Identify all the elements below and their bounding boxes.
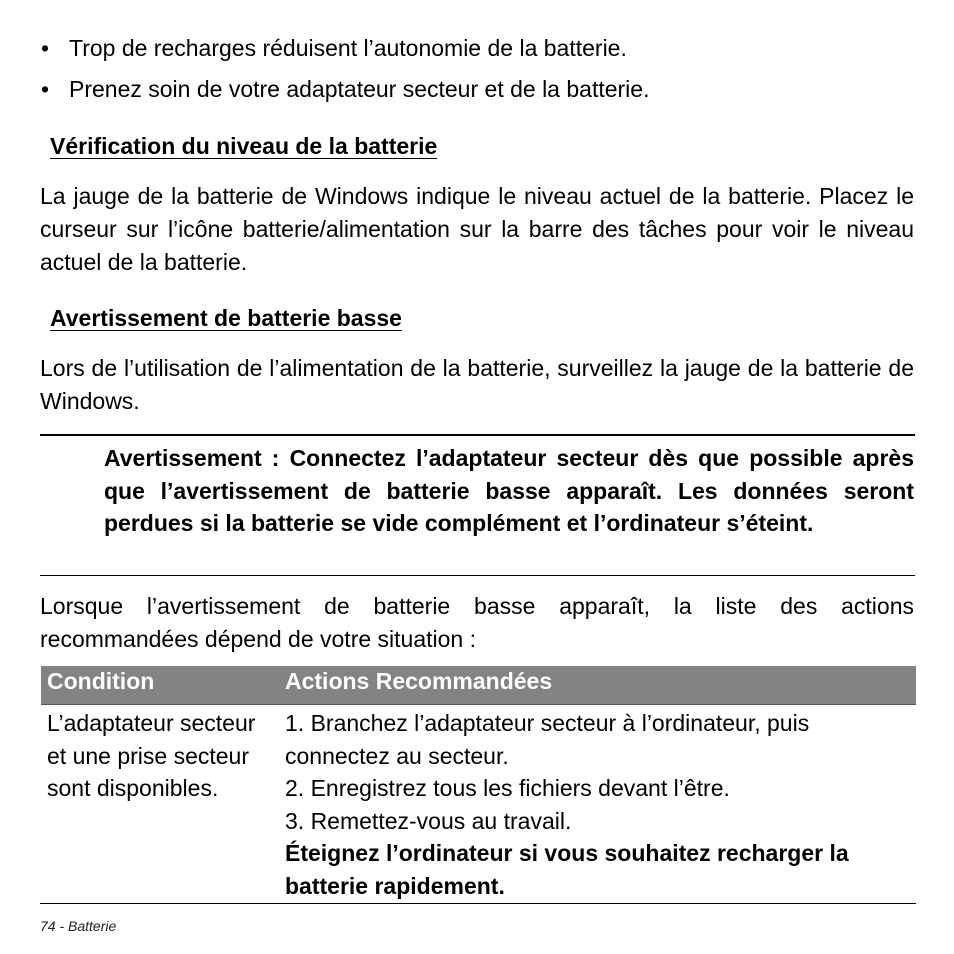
- section-body-battery-level: La jauge de la batterie de Windows indique le niveau actuel de la batterie. Placez le curseur sur l’icône batterie/alimentation sur la barre des tâches pour voir le niveau actuel de la batterie.: [40, 183, 914, 275]
- section-heading-low-battery: Avertissement de batterie basse: [50, 305, 402, 331]
- header-actions: Actions Recommandées: [279, 666, 916, 705]
- section-heading-battery-level: Vérification du niveau de la batterie: [50, 133, 438, 159]
- bullet-symbol: •: [41, 76, 50, 102]
- list-item: [40, 73, 916, 105]
- table-intro: Lorsque l’avertissement de batterie basse apparaît, la liste des actions recommandées dépend de votre situation :: [40, 593, 914, 652]
- table-bottom-rule: [40, 903, 916, 904]
- header-condition: Condition: [41, 666, 279, 705]
- bullet-text: Prenez soin de votre adaptateur secteur et de la batterie.: [69, 76, 650, 102]
- action-note: Éteignez l’ordinateur si vous souhaitez recharger la batterie rapidement.: [285, 840, 849, 899]
- warning-bottom-rule: [40, 575, 915, 576]
- table-header-row: [41, 666, 916, 705]
- actions-table: [41, 666, 916, 906]
- warning-note: Avertissement : Connectez l’adaptateur secteur dès que possible après que l’avertissement de batterie basse apparaît. Les données seront perdues si la batterie se vide complément et l’ordinateur s’éteint.: [104, 445, 914, 536]
- action-step: 1. Branchez l’adaptateur secteur à l’ordinateur, puis connectez au secteur.: [285, 710, 810, 769]
- warning-top-rule: [40, 434, 915, 436]
- table-row: [41, 705, 916, 907]
- cell-actions: [279, 705, 916, 907]
- page-footer: 74 - Batterie: [40, 918, 117, 934]
- action-step: 3. Remettez-vous au travail.: [285, 807, 572, 834]
- bullet-text: Trop de recharges réduisent l’autonomie de la batterie.: [69, 35, 627, 61]
- list-item: [40, 32, 916, 64]
- bullet-symbol: •: [41, 35, 50, 61]
- bullet-list: [40, 32, 916, 114]
- action-step: 2. Enregistrez tous les fichiers devant l’être.: [285, 775, 730, 801]
- cell-condition: L’adaptateur secteur et une prise secteur sont disponibles.: [47, 710, 256, 801]
- section-body-low-battery: Lors de l’utilisation de l’alimentation de la batterie, surveillez la jauge de la batterie de Windows.: [40, 355, 914, 414]
